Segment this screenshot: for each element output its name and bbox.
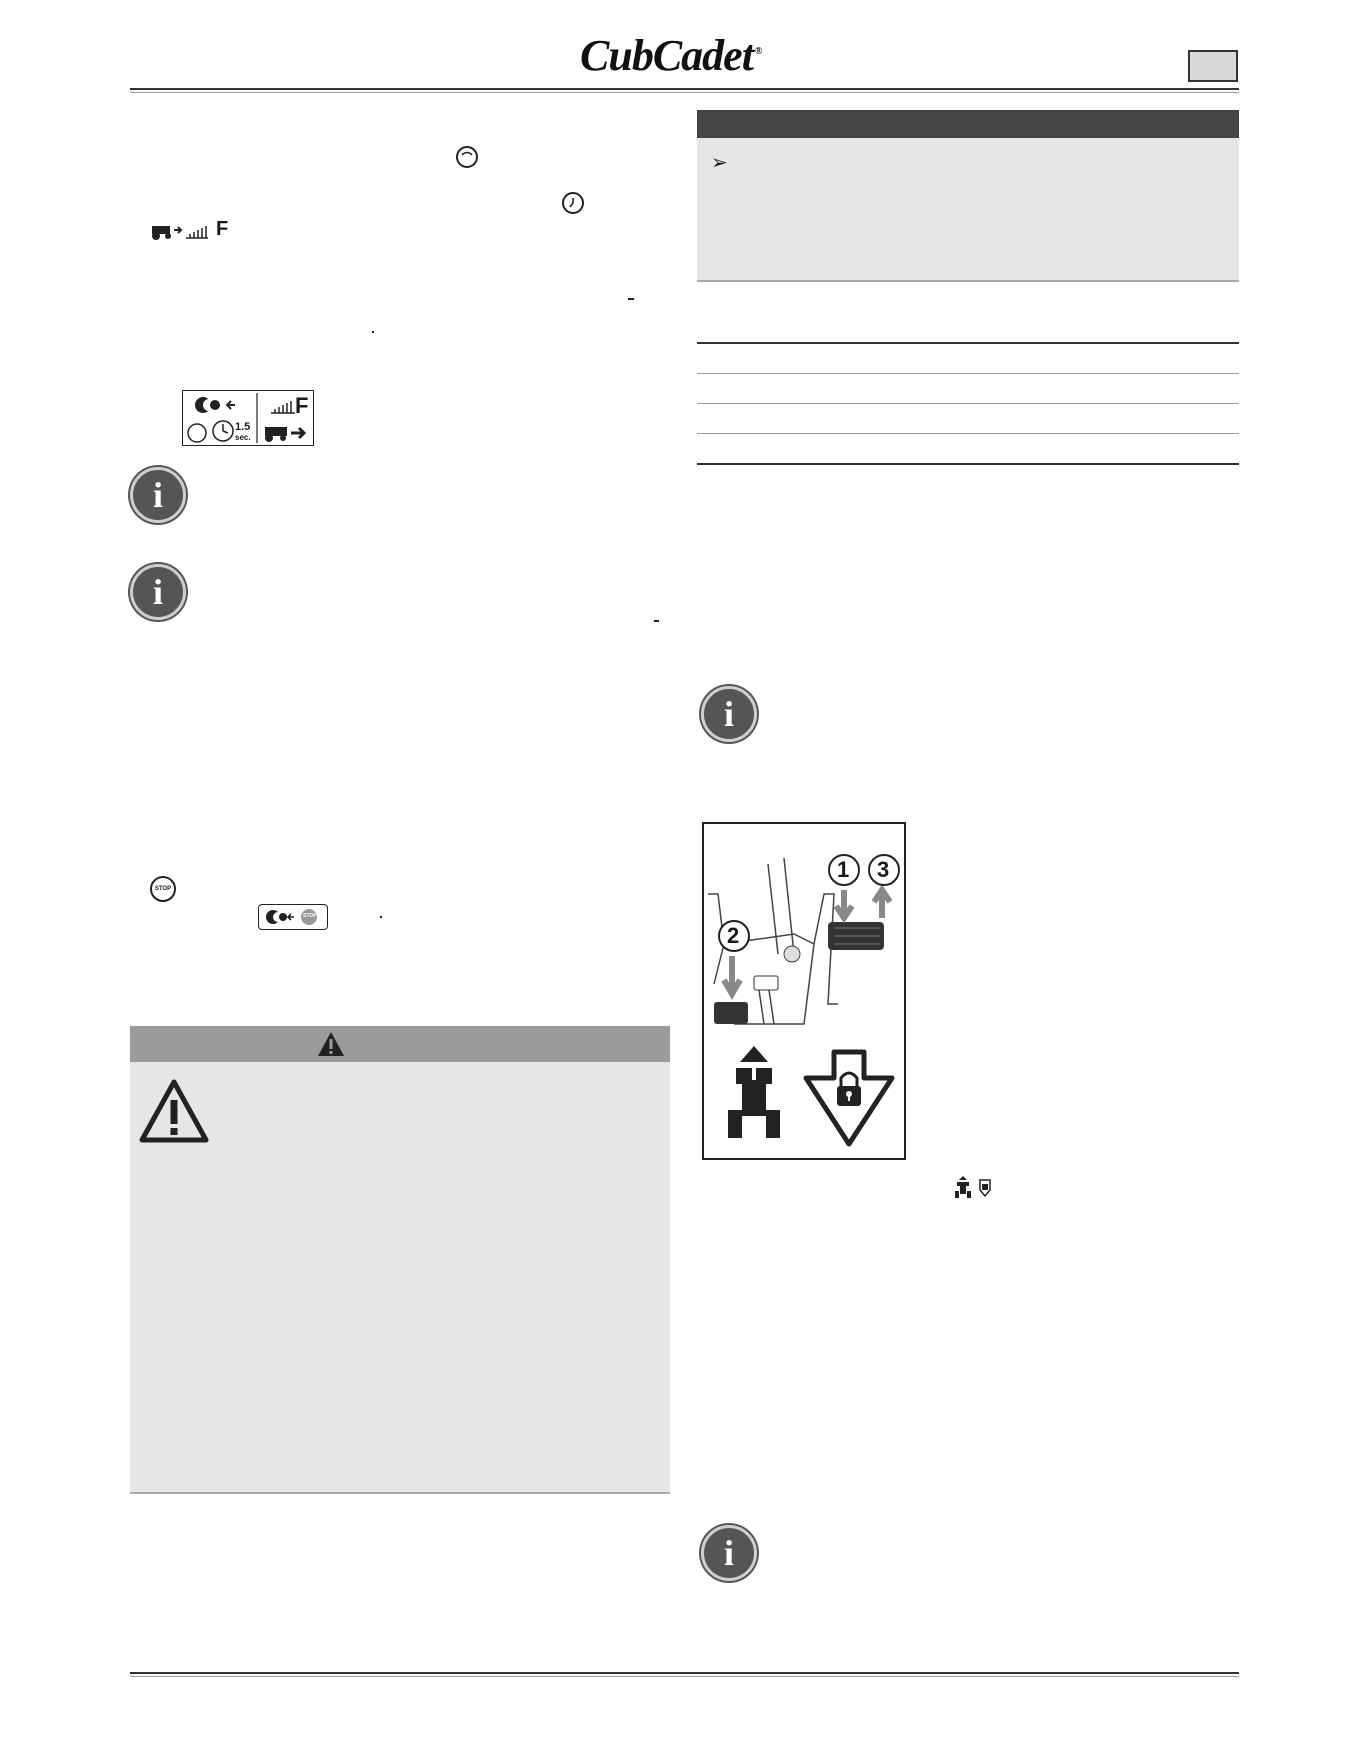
note-panel [697, 138, 1239, 282]
pedal-illustration [702, 822, 906, 1160]
tractor-speed-inline-icon [150, 218, 240, 242]
table-rule-bottom [697, 463, 1239, 465]
table-rule [697, 403, 1239, 404]
table-rule [697, 373, 1239, 374]
stop-display-icon [258, 904, 328, 930]
table-rule [697, 433, 1239, 434]
callout-3: 3 [877, 857, 890, 882]
brand-name: CubCadet [580, 31, 753, 80]
footer-rule [130, 1672, 1239, 1674]
header-rule-thin [130, 92, 1239, 93]
tractor-lock-inline-icon [954, 1176, 996, 1198]
dot-mark [372, 331, 374, 333]
ignition-icon [456, 146, 478, 168]
display-timer-value: 1.5 [235, 421, 251, 433]
display-speed-letter: F [295, 393, 309, 418]
large-warning-icon [138, 1078, 210, 1144]
warning-panel [130, 1062, 670, 1494]
display-timer-unit: sec. [235, 433, 251, 442]
table-rule-top [697, 342, 1239, 344]
hyphen-mark [654, 620, 659, 622]
info-icon: i [701, 1525, 757, 1581]
stop-icon: STOP [150, 876, 176, 902]
footer-rule-thin [130, 1676, 1239, 1677]
stop-display-label: STOP [303, 913, 317, 919]
speed-letter-inline: F [216, 218, 229, 240]
brand-logo [580, 30, 761, 81]
clock-icon [562, 192, 584, 214]
hyphen-mark [628, 298, 634, 300]
info-icon: i [701, 686, 757, 742]
callout-1: 1 [837, 857, 850, 882]
callout-2: 2 [727, 923, 740, 948]
bullet-arrow-icon: ➢ [711, 152, 728, 174]
display-panel-icon [182, 390, 314, 446]
registered-mark: ® [754, 46, 762, 58]
note-header-bar [697, 110, 1239, 138]
header-rule [130, 88, 1239, 90]
info-icon: i [130, 564, 186, 620]
dot-mark [380, 916, 382, 918]
language-tab [1188, 50, 1238, 82]
info-icon: i [130, 467, 186, 523]
warning-header [130, 1026, 670, 1062]
warning-triangle-icon [316, 1030, 346, 1058]
